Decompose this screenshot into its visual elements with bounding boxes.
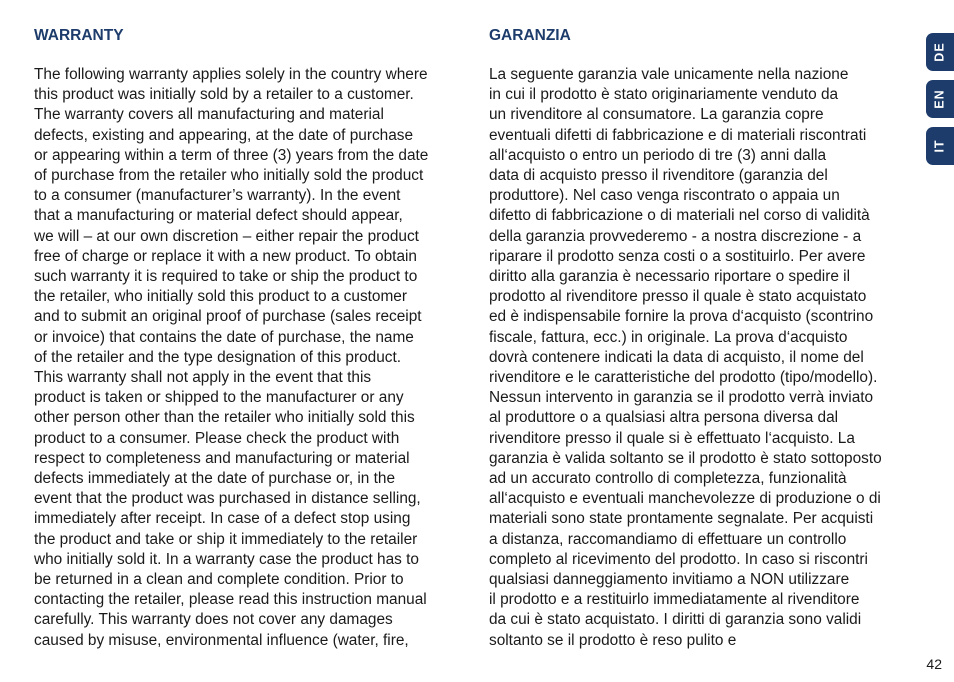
text-line: be returned in a clean and complete condition. Prior to [34, 571, 404, 589]
text-line: such warranty it is required to take or ship the product to [34, 268, 418, 286]
text-line: qualsiasi danneggiamento invitiamo a NON utilizzare [489, 571, 850, 589]
english-heading: WARRANTY [34, 27, 124, 44]
italian-heading: GARANZIA [489, 27, 571, 44]
text-line: riparare il prodotto senza costi o a sostituirlo. Per avere [489, 247, 866, 265]
text-line: The following warranty applies solely in the country where [34, 66, 428, 83]
text-line: of purchase from the retailer who initially sold the product [34, 167, 424, 185]
text-line: prodotto al rivenditore presso il quale è stato acquistato [489, 288, 867, 306]
text-line: product is taken or shipped to the manufacturer or any [34, 389, 404, 407]
text-line: da cui è stato acquistato. I diritti di garanzia sono validi [489, 611, 862, 629]
text-line: event that the product was purchased in distance selling, [34, 490, 421, 508]
text-line: we will – at our own discretion – either repair the product [34, 227, 419, 245]
text-line: La seguente garanzia vale unicamente nella nazione [489, 66, 849, 83]
text-line: this product was initially sold by a retailer to a customer. [34, 86, 414, 104]
english-warranty-section [34, 26, 470, 651]
text-line: defects, existing and appearing, at the date of purchase [34, 126, 414, 144]
tab-language-en[interactable] [926, 80, 954, 118]
text-line: all‘acquisto o entro un periodo di tre (3) anni dalla [489, 146, 827, 164]
text-line: Nessun intervento in garanzia se il prodotto verrà inviato [489, 389, 874, 407]
text-line: rivenditore presso il quale si è effettuato l‘acquisto. La [489, 429, 855, 447]
text-line: the retailer, who initially sold this product to a customer [34, 288, 407, 306]
text-line: that a manufacturing or material defect should appear, [34, 207, 403, 225]
text-line: caused by misuse, environmental influence (water, fire, [34, 631, 409, 649]
text-line: completo al ricevimento del prodotto. In caso si riscontri [489, 550, 868, 568]
text-line: dovrà contenere indicati la data di acquisto, il nome del [489, 348, 864, 366]
text-line: eventuali difetti di fabbricazione e di materiali riscontrati [489, 126, 867, 144]
text-line: or appearing within a term of three (3) years from the date [34, 146, 429, 164]
tab-label: EN [933, 89, 947, 109]
text-line: carefully. This warranty does not cover any damages [34, 611, 393, 629]
italian-warranty-section [489, 26, 921, 651]
text-line: materiali sono state prontamente segnalate. Per acquisti [489, 510, 874, 528]
text-line: other person other than the retailer who initially sold this [34, 409, 415, 427]
text-line: al produttore o a qualsiasi altra persona diversa dal [489, 409, 839, 427]
italian-body [489, 65, 921, 651]
text-line: all‘acquisto e eventuali manchevolezze di produzione o di [489, 490, 881, 508]
text-line: product to a consumer. Please check the product with [34, 429, 400, 447]
text-line: fiscale, fattura, ecc.) in originale. La prova d‘acquisto [489, 328, 848, 346]
tab-label: IT [932, 139, 947, 153]
tab-language-de[interactable] [926, 33, 954, 71]
english-body [34, 65, 470, 651]
text-line: ed è indispensabile fornire la prova d‘acquisto (scontrino [489, 308, 874, 326]
text-line: defects immediately at the date of purchase or, in the [34, 470, 396, 488]
text-line: ad un accurato controllo di completezza, funzionalità [489, 470, 847, 488]
text-line: data di acquisto presso il rivenditore (garanzia del [489, 167, 828, 185]
text-line: contacting the retailer, please read this instruction manual [34, 591, 427, 609]
text-line: or invoice) that contains the date of purchase, the name [34, 328, 414, 346]
text-line: produttore). Nel caso venga riscontrato o appaia un [489, 187, 840, 205]
language-tabs [926, 33, 954, 174]
text-line: The warranty covers all manufacturing and material [34, 106, 384, 124]
text-line: difetto di fabbricazione o di materiali nel corso di validità [489, 207, 870, 225]
text-line: This warranty shall not apply in the event that this [34, 369, 372, 387]
text-line: rivenditore e le caratteristiche del prodotto (tipo/modello). [489, 369, 878, 387]
text-line: who initially sold it. In a warranty case the product has to [34, 550, 419, 568]
page-number: 42 [926, 656, 942, 672]
text-line: to a consumer (manufacturer’s warranty). In the event [34, 187, 401, 205]
text-line: and to submit an original proof of purchase (sales receipt [34, 308, 422, 326]
text-line: of the retailer and the type designation of this product. [34, 348, 402, 366]
text-line: immediately after receipt. In case of a defect stop using [34, 510, 411, 528]
text-line: della garanzia provvederemo - a nostra discrezione - a [489, 227, 862, 245]
text-line: a distanza, raccomandiamo di effettuare un controllo [489, 530, 847, 548]
tab-language-it[interactable] [926, 127, 954, 165]
text-line: garanzia è valida soltanto se il prodotto è stato sottoposto [489, 449, 882, 467]
text-line: il prodotto e a restituirlo immediatamente al rivenditore [489, 591, 860, 609]
text-line: soltanto se il prodotto è reso pulito e [489, 631, 737, 649]
text-line: un rivenditore al consumatore. La garanzia copre [489, 106, 824, 124]
text-line: the product and take or ship it immediately to the retailer [34, 530, 418, 548]
text-line: diritto alla garanzia è necessario riportare o spedire il [489, 268, 851, 286]
text-line: in cui il prodotto è stato originariamente venduto da [489, 86, 839, 104]
text-line: respect to completeness and manufacturing or material [34, 449, 410, 467]
text-line: free of charge or replace it with a new product. To obtain [34, 247, 417, 265]
tab-label: DE [933, 42, 947, 62]
